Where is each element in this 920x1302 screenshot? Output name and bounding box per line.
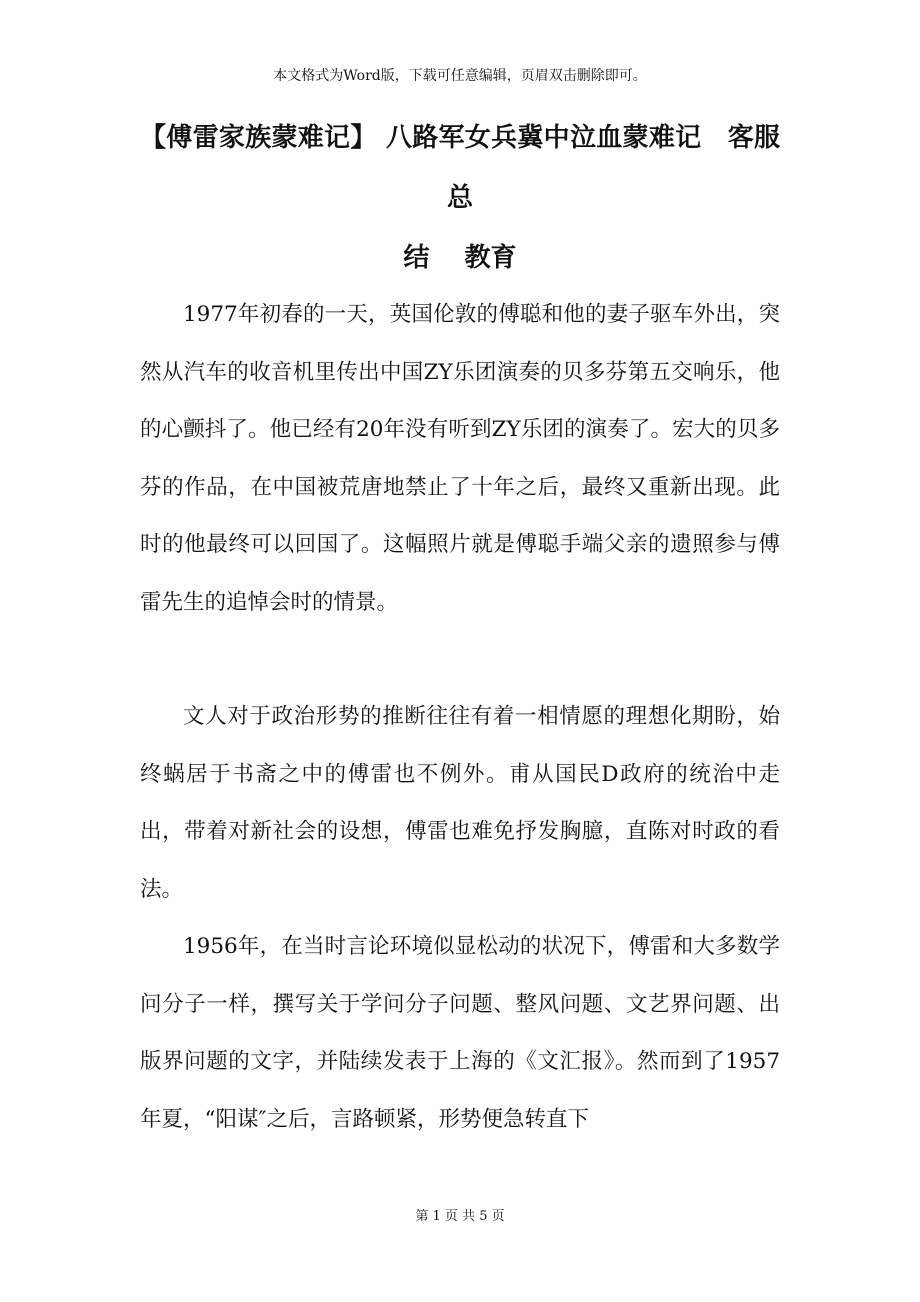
page-header: [0, 66, 920, 86]
paragraph-3: 1956年，在当时言论环境似显松动的状况下，傅雷和大多数学问分子一样，撰写关于学问分子问题、整风问题、文艺界问题、出版界问题的文字，并陆续发表于上海的《文汇报》。然而到了1957年夏，“阳谋″之后，言路顿紧，形势便急转直下: [140, 934, 780, 1132]
paragraph-2: 文人对于政治形势的推断往往有着一相情愿的理想化期盼，始终蜗居于书斋之中的傅雷也不例外。甫从国民D政府的统治中走出，带着对新社会的设想，傅雷也难免抒发胸臆，直陈对时政的看法。: [140, 704, 780, 902]
document-title: [140, 108, 780, 288]
header-note: 本文格式为Word版，下载可任意编辑，页眉双击删除即可。: [273, 68, 647, 84]
title-line-1: 【傅雷家族蒙难记】 八路军女兵冀中泣血蒙难记 客服总: [140, 123, 780, 213]
title-line-2: 结 教育: [403, 243, 517, 273]
document-body: [140, 286, 780, 1148]
page-number: 第 1 页 共 5 页: [415, 1209, 505, 1224]
paragraph-1: 1977年初春的一天，英国伦敦的傅聪和他的妻子驱车外出，突然从汽车的收音机里传出中国ZY乐团演奏的贝多芬第五交响乐，他的心颤抖了。他已经有20年没有听到ZY乐团的演奏了。宏大的贝多芬的作品，在中国被荒唐地禁止了十年之后，最终又重新出现。此时的他最终可以回国了。这幅照片就是傅聪手端父亲的遗照参与傅雷先生的追悼会时的情景。: [140, 302, 780, 615]
page-footer: [0, 1208, 920, 1226]
